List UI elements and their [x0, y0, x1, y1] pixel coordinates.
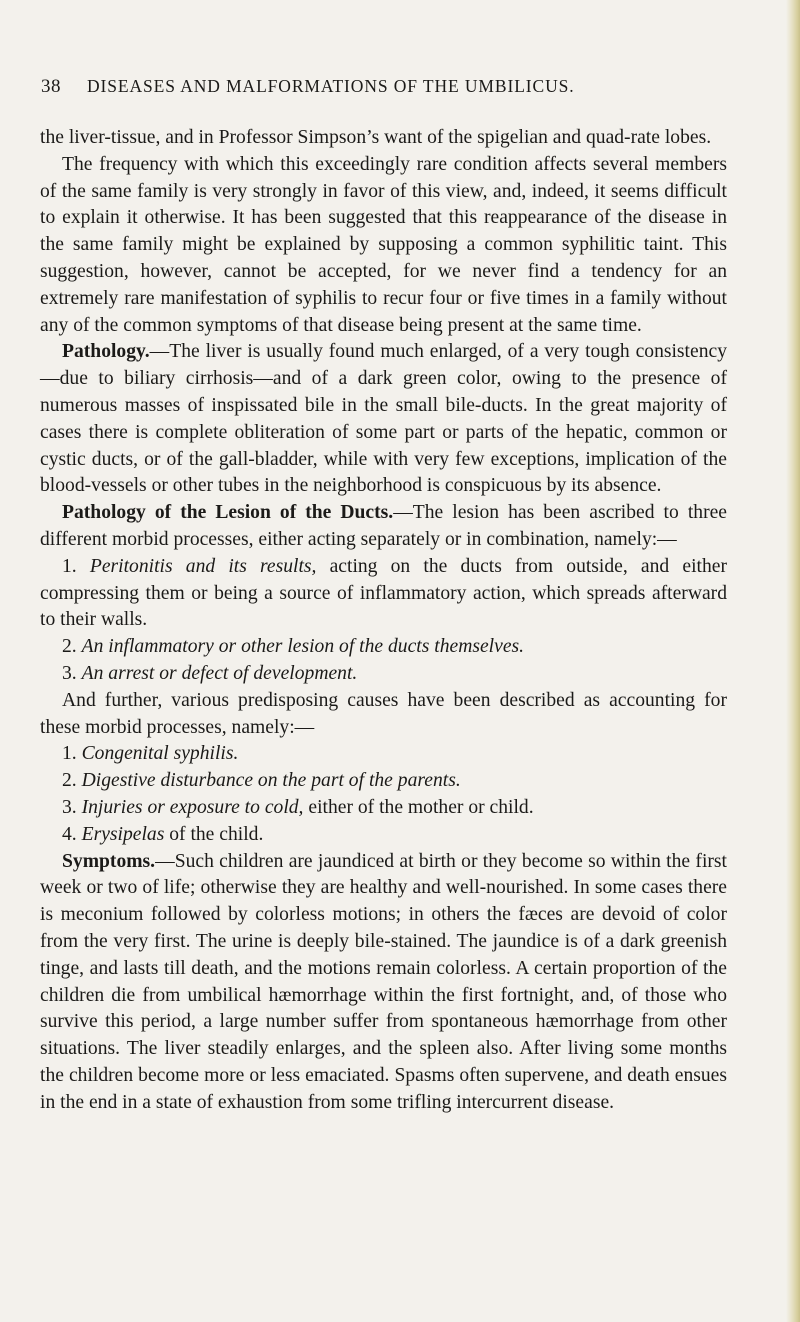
paragraph-pathology [40, 339, 727, 500]
list-item-number: 1. [62, 555, 77, 577]
list-item-number: 4. [62, 823, 77, 845]
list-item-italic: Peritonitis and its results, [89, 555, 317, 577]
list-item-number: 2. [62, 770, 77, 792]
list-item-text: acting on the ducts from outside, and either compressing them or being a source of inflammatory action, which spreads afterward to their walls. [40, 555, 727, 631]
list-item-number: 1. [62, 743, 77, 765]
list-item-italic: An arrest or defect of development. [81, 662, 358, 684]
section-heading-pathology: Pathology. [62, 341, 150, 363]
section-heading-symptoms: Symptoms. [62, 850, 156, 872]
list-item [40, 822, 727, 849]
list-item-italic: Erysipelas [81, 823, 165, 845]
pathology-text: —The liver is usually found much enlarged, of a very tough consistency—due to biliary cirrhosis—and of a dark green color, owing to the presence of numerous masses of inspissated bile in the small bile-ducts. In the great majority of cases there is complete obliteration of some part or parts of the hepatic, common or cystic ducts, or of the gall-bladder, while with very few exceptions, implication of the blood-vessels or other tubes in the neighborhood is conspicuous by its absence. [40, 341, 727, 497]
paragraph-symptoms [40, 849, 727, 1117]
list-item [40, 768, 727, 795]
list-item-text: of the child. [164, 823, 264, 845]
paragraph-frequency: The frequency with which this exceedingly rare condition affects several members of the same family is very strongly in favor of this view, and, indeed, it seems difficult to explain it otherwise. It has been suggested that this reappearance of the disease in the same family might be explained by supposing a common syphilitic taint. This suggestion, however, cannot be accepted, for we never find a tendency for an extremely rare manifestation of syphilis to recur four or five times in a family without any of the common symptoms of that disease being present at the same time. [40, 153, 727, 336]
list-item-number: 3. [62, 662, 77, 684]
list-item [40, 795, 727, 822]
list-item-italic: Digestive disturbance on the part of the parents. [81, 770, 461, 792]
list-item [40, 634, 727, 661]
list-item [40, 661, 727, 688]
page-header [0, 76, 800, 106]
paragraph-continuation: the liver-tissue, and in Professor Simpson’s want of the spigelian and quad-rate lobes. [40, 127, 712, 148]
symptoms-text: —Such children are jaundiced at birth or they become so within the first week or two of life; otherwise they are healthy and well-nourished. In some cases there is meconium followed by colorless motions; in others the fæces are devoid of color from the very first. The urine is deeply bile-stained. The jaundice is of a dark greenish tinge, and lasts till death, and the motions remain colorless. A certain proportion of the children die from umbilical hæmorrhage within the first fortnight, and, of those who survive this period, a large number suffer from spontaneous hæmorrhage from other situations. The liver steadily enlarges, and the spleen also. After living some months the children become more or less emaciated. Spasms often supervene, and death ensues in the end in a state of exhaustion from some trifling intercurrent disease. [40, 850, 727, 1113]
body-text [40, 125, 727, 1116]
page-number: 38 [41, 76, 61, 97]
running-head: DISEASES AND MALFORMATIONS OF THE UMBILICUS. [87, 76, 575, 96]
list-item-italic: Injuries or exposure to cold, [81, 796, 304, 818]
page-edge [786, 0, 800, 1322]
list-item-italic: Congenital syphilis. [81, 743, 239, 765]
list-item [40, 554, 727, 634]
paragraph-lesion-of-ducts [40, 500, 727, 554]
list-item-number: 2. [62, 636, 77, 658]
list-item [40, 741, 727, 768]
section-heading-lesion-of-ducts: Pathology of the Lesion of the Ducts. [62, 502, 394, 524]
paragraph-predisposing-causes: And further, various predisposing causes have been described as accounting for these morbid processes, namely:— [40, 689, 727, 738]
lesion-of-ducts-text: —The lesion has been ascribed to three different morbid processes, either acting separately or in combination, namely:— [40, 502, 727, 550]
list-item-number: 3. [62, 796, 77, 818]
list-item-italic: An inflammatory or other lesion of the ducts themselves. [81, 636, 525, 658]
list-item-text: either of the mother or child. [303, 796, 534, 818]
